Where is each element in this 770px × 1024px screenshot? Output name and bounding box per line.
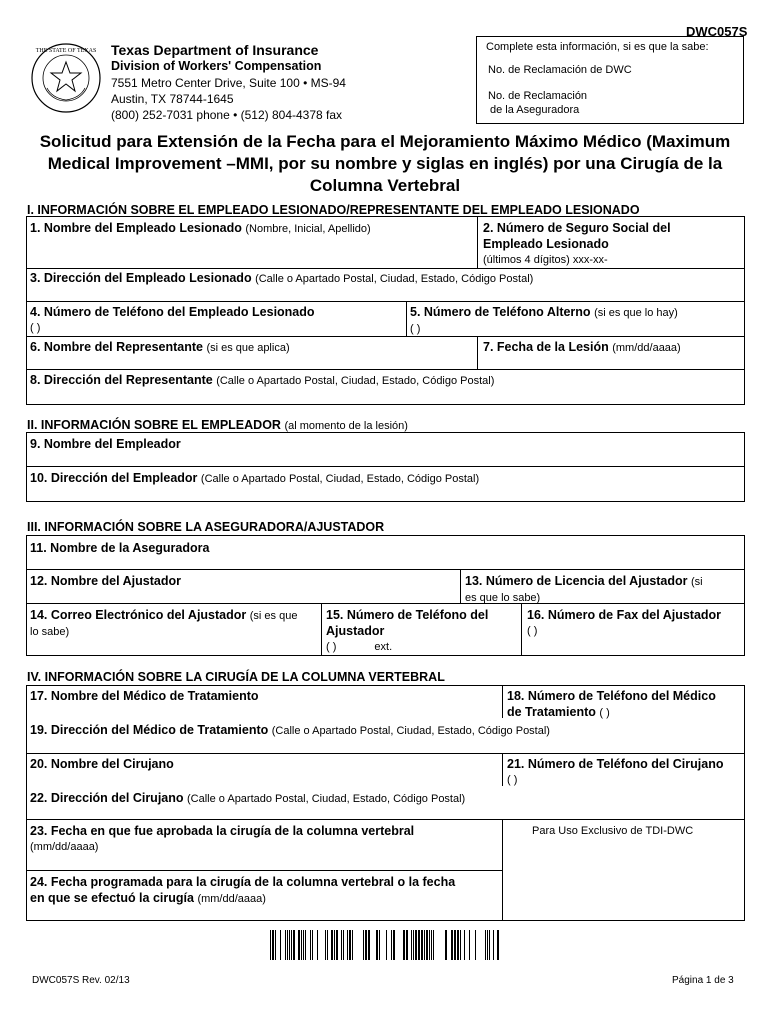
field-21[interactable]: 21. Número de Teléfono del Cirujano ( )	[507, 757, 724, 786]
carrier-claim-label-2: de la Aseguradora	[490, 104, 580, 116]
texas-seal-icon	[30, 42, 102, 114]
section-4-heading: IV. INFORMACIÓN SOBRE LA CIRUGÍA DE LA COLUMNA VERTEBRAL	[27, 670, 445, 684]
dwc-claim-label: No. de Reclamación de DWC	[488, 64, 632, 76]
field-19[interactable]: 19. Dirección del Médico de Tratamiento (Calle o Apartado Postal, Ciudad, Estado, Código Postal)	[30, 723, 550, 737]
form-title	[20, 131, 750, 197]
barcode	[270, 930, 504, 960]
office-use-label: Para Uso Exclusivo de TDI-DWC	[532, 825, 694, 837]
field-2[interactable]: 2. Número de Seguro Social del Empleado Lesionado (últimos 4 dígitos) xxx-xx-	[483, 221, 671, 266]
field-16[interactable]: 16. Número de Fax del Ajustador ( )	[527, 608, 722, 637]
section-3-heading: III. INFORMACIÓN SOBRE LA ASEGURADORA/AJUSTADOR	[27, 520, 385, 534]
section-1-heading: I. INFORMACIÓN SOBRE EL EMPLEADO LESIONADO/REPRESENTANTE DEL EMPLEADO LESIONADO	[27, 203, 640, 217]
agency-address2: Austin, TX 78744-1645	[111, 92, 234, 106]
field-12[interactable]: 12. Nombre del Ajustador	[30, 574, 181, 588]
agency-address1: 7551 Metro Center Drive, Suite 100 • MS-94	[111, 76, 346, 90]
section-2-heading: II. INFORMACIÓN SOBRE EL EMPLEADOR (al momento de la lesión)	[27, 418, 408, 432]
field-5[interactable]: 5. Número de Teléfono Alterno (si es que lo hay) ( )	[410, 305, 678, 335]
carrier-claim-label-1: No. de Reclamación	[488, 90, 588, 102]
field-24[interactable]: 24. Fecha programada para la cirugía de la columna vertebral o la fecha en que se efectuó la cirugía (mm/dd/aaaa)	[30, 875, 456, 905]
footer-page: Página 1 de 3	[672, 975, 734, 986]
claim-box-heading: Complete esta información, si es que la sabe:	[486, 41, 709, 53]
title-line-3: Columna Vertebral	[309, 176, 461, 195]
seal-text: THE STATE OF TEXAS	[35, 48, 97, 54]
field-13[interactable]: 13. Número de Licencia del Ajustador (si es que lo sabe)	[465, 574, 703, 604]
field-3[interactable]: 3. Dirección del Empleado Lesionado (Calle o Apartado Postal, Ciudad, Estado, Código Postal)	[30, 271, 534, 285]
field-8[interactable]: 8. Dirección del Representante (Calle o Apartado Postal, Ciudad, Estado, Código Postal)	[30, 373, 495, 387]
field-22[interactable]: 22. Dirección del Cirujano (Calle o Apartado Postal, Ciudad, Estado, Código Postal)	[30, 791, 466, 805]
agency-phones: (800) 252-7031 phone • (512) 804-4378 fax	[111, 108, 343, 122]
field-15[interactable]: 15. Número de Teléfono del Ajustador ( ) ext.	[326, 608, 489, 653]
title-line-2: Medical Improvement –MMI, por su nombre y siglas en inglés) por una Cirugía de la	[47, 154, 723, 173]
field-17[interactable]: 17. Nombre del Médico de Tratamiento	[30, 689, 259, 703]
agency-division: Division of Workers' Compensation	[111, 59, 322, 73]
field-18[interactable]: 18. Número de Teléfono del Médico de Tratamiento ( )	[507, 689, 716, 719]
field-9[interactable]: 9. Nombre del Empleador	[30, 437, 181, 451]
field-14[interactable]: 14. Correo Electrónico del Ajustador (si es que lo sabe)	[30, 608, 298, 638]
field-11[interactable]: 11. Nombre de la Aseguradora	[30, 541, 210, 555]
field-20[interactable]: 20. Nombre del Cirujano	[30, 757, 174, 771]
field-4[interactable]: 4. Número de Teléfono del Empleado Lesionado ( )	[30, 305, 315, 334]
field-6[interactable]: 6. Nombre del Representante (si es que aplica)	[30, 340, 290, 354]
form-code: DWC057S	[686, 24, 748, 39]
field-10[interactable]: 10. Dirección del Empleador (Calle o Apartado Postal, Ciudad, Estado, Código Postal)	[30, 471, 480, 485]
field-7[interactable]: 7. Fecha de la Lesión (mm/dd/aaaa)	[483, 340, 681, 354]
field-1[interactable]: 1. Nombre del Empleado Lesionado (Nombre, Inicial, Apellido)	[30, 221, 371, 235]
field-23[interactable]: 23. Fecha en que fue aprobada la cirugía de la columna vertebral (mm/dd/aaaa)	[30, 824, 415, 853]
title-line-1: Solicitud para Extensión de la Fecha para el Mejoramiento Máximo Médico (Maximum	[39, 132, 731, 151]
footer-revision: DWC057S Rev. 02/13	[32, 975, 130, 986]
agency-title: Texas Department of Insurance	[111, 42, 319, 58]
